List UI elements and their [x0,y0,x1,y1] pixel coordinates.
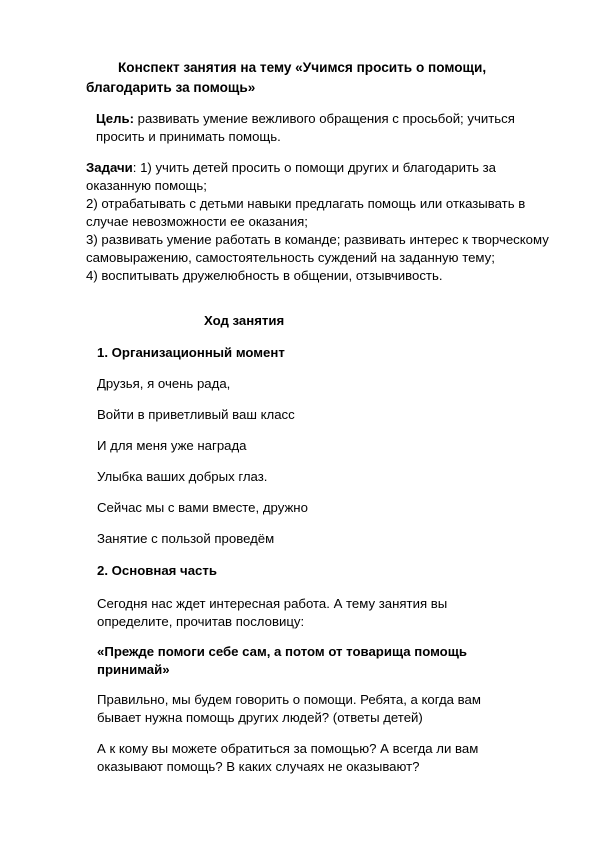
goal-paragraph [96,110,536,146]
poem-line: Улыбка ваших добрых глаз. [97,469,268,484]
poem-line: Сейчас мы с вами вместе, дружно [97,500,308,515]
task-text: : 1) учить детей просить о помощи других и благодарить за оказанную помощь; [86,160,496,193]
section2-paragraph: А к кому вы можете обратиться за помощью? А всегда ли вам оказывают помощь? В каких случаях не оказывают? [97,741,479,774]
task-item: 2) отрабатывать с детьми навыки предлагать помощь или отказывать в случае невозможности ее оказания; [86,196,526,229]
section2-heading: 2. Основная часть [97,563,217,578]
task-item: 3) развивать умение работать в команде; развивать интерес к творческому самовыражению, самостоятельность суждений на заданную тему; [86,232,549,265]
poem-line: Занятие с пользой проведём [97,531,275,546]
tasks-label: Задачи [86,160,133,175]
goal-text: развивать умение вежливого обращения с просьбой; учиться просить и принимать помощь. [96,111,515,144]
section2-paragraph: Правильно, мы будем говорить о помощи. Ребята, а когда вам бывает нужна помощь других людей? (ответы детей) [97,692,481,725]
tasks-block [86,159,556,285]
section2-intro: Сегодня нас ждет интересная работа. А тему занятия вы определите, прочитав пословицу: [97,596,448,629]
goal-label: Цель: [96,111,135,126]
poem-line: Войти в приветливый ваш класс [97,407,295,422]
task-item: 4) воспитывать дружелюбность в общении, отзывчивость. [86,268,443,283]
section1-heading: 1. Организационный момент [97,345,285,360]
proverb: «Прежде помоги себе сам, а потом от товарища помощь принимай» [97,644,467,677]
poem-line: Друзья, я очень рада, [97,376,231,391]
course-heading: Ход занятия [204,313,285,328]
poem-line: И для меня уже награда [97,438,247,453]
task-item [86,159,556,195]
document-title: Конспект занятия на тему «Учимся просить о помощи, благодарить за помощь» [86,60,487,95]
